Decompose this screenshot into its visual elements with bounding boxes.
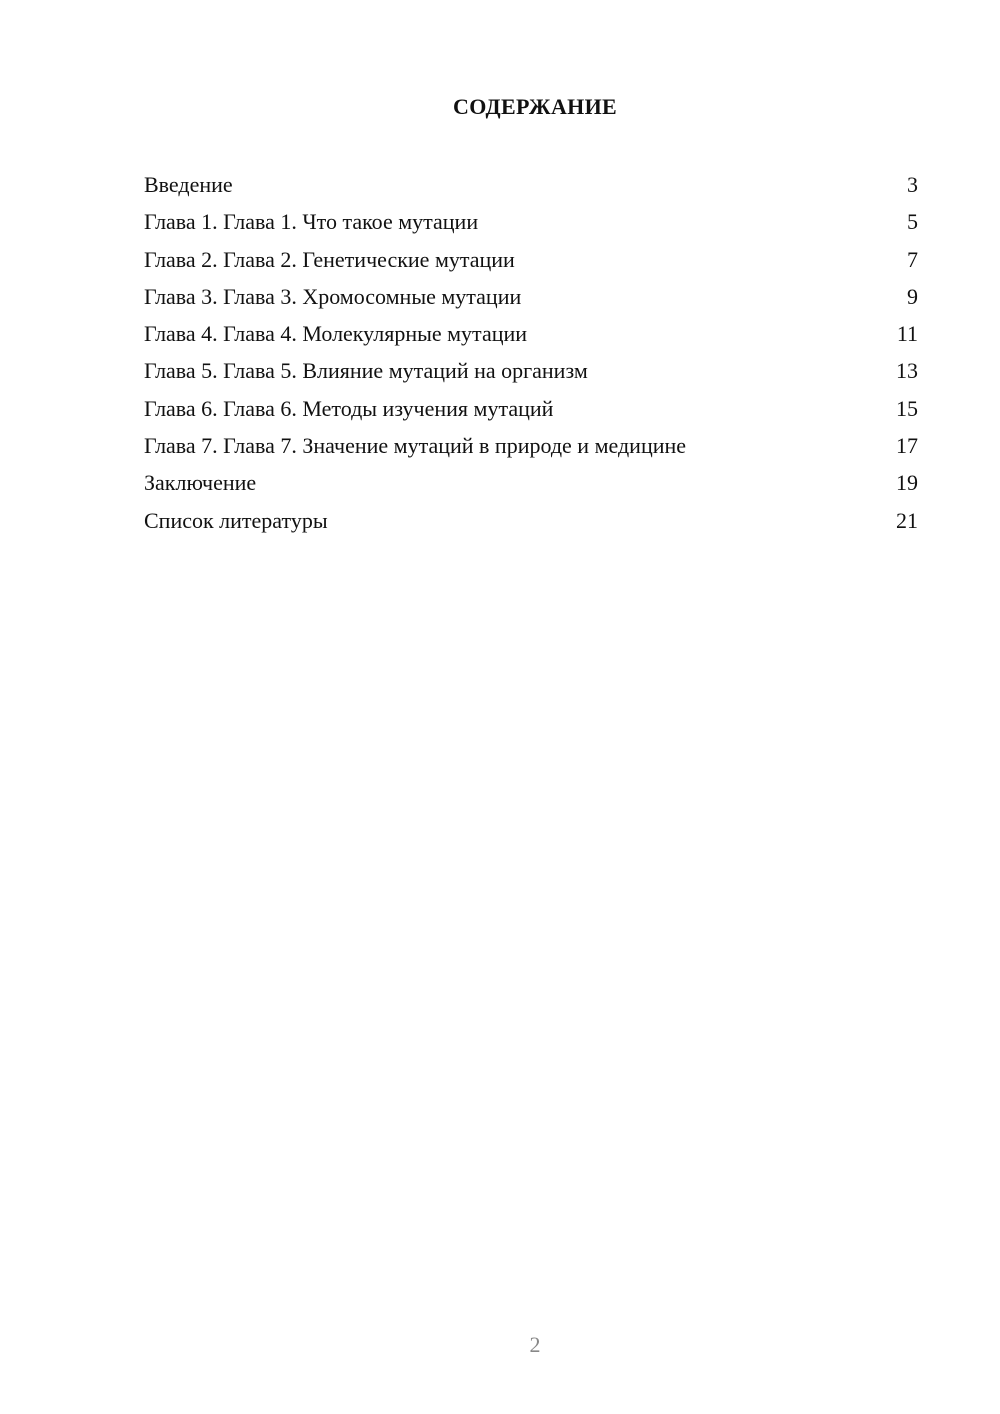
toc-item-label: Введение bbox=[144, 172, 233, 197]
toc-item-page: 13 bbox=[896, 358, 918, 384]
toc-item-chapter-5 bbox=[144, 354, 918, 391]
toc-item-chapter-6 bbox=[144, 392, 918, 429]
toc-item-page: 5 bbox=[907, 209, 918, 235]
table-of-contents bbox=[144, 168, 918, 541]
toc-item-label: Список литературы bbox=[144, 507, 328, 533]
toc-item-page: 7 bbox=[907, 246, 918, 272]
toc-item-label: Глава 6. Глава 6. Методы изучения мутаций bbox=[144, 395, 554, 421]
toc-item-chapter-3 bbox=[144, 280, 918, 317]
toc-item-page: 19 bbox=[896, 470, 918, 496]
toc-item-chapter-1 bbox=[144, 205, 918, 242]
toc-item-page: 21 bbox=[896, 507, 918, 533]
toc-item-page: 17 bbox=[896, 433, 918, 459]
toc-item-label: Глава 5. Глава 5. Влияние мутаций на организм bbox=[144, 358, 588, 384]
toc-item-page: 9 bbox=[907, 283, 918, 309]
toc-item-page: 15 bbox=[896, 395, 918, 421]
toc-item-chapter-2 bbox=[144, 243, 918, 280]
toc-item-page: 3 bbox=[907, 172, 918, 197]
toc-item-conclusion bbox=[144, 466, 918, 503]
toc-item-label: Глава 1. Глава 1. Что такое мутации bbox=[144, 209, 479, 235]
toc-item-label: Глава 2. Глава 2. Генетические мутации bbox=[144, 246, 515, 272]
toc-item-page: 11 bbox=[896, 321, 918, 347]
toc-item-label: Глава 3. Глава 3. Хромосомные мутации bbox=[144, 283, 522, 309]
toc-item-label: Заключение bbox=[144, 470, 257, 496]
toc-item-label: Глава 4. Глава 4. Молекулярные мутации bbox=[144, 321, 528, 347]
page-title: СОДЕРЖАНИЕ bbox=[453, 94, 617, 119]
toc-item-label: Глава 7. Глава 7. Значение мутаций в природе и медицине bbox=[144, 433, 687, 459]
toc-item-introduction bbox=[144, 168, 918, 205]
toc-item-chapter-7 bbox=[144, 429, 918, 466]
page-number: 2 bbox=[529, 1332, 541, 1357]
toc-item-references bbox=[144, 504, 918, 541]
toc-item-chapter-4 bbox=[144, 317, 918, 354]
